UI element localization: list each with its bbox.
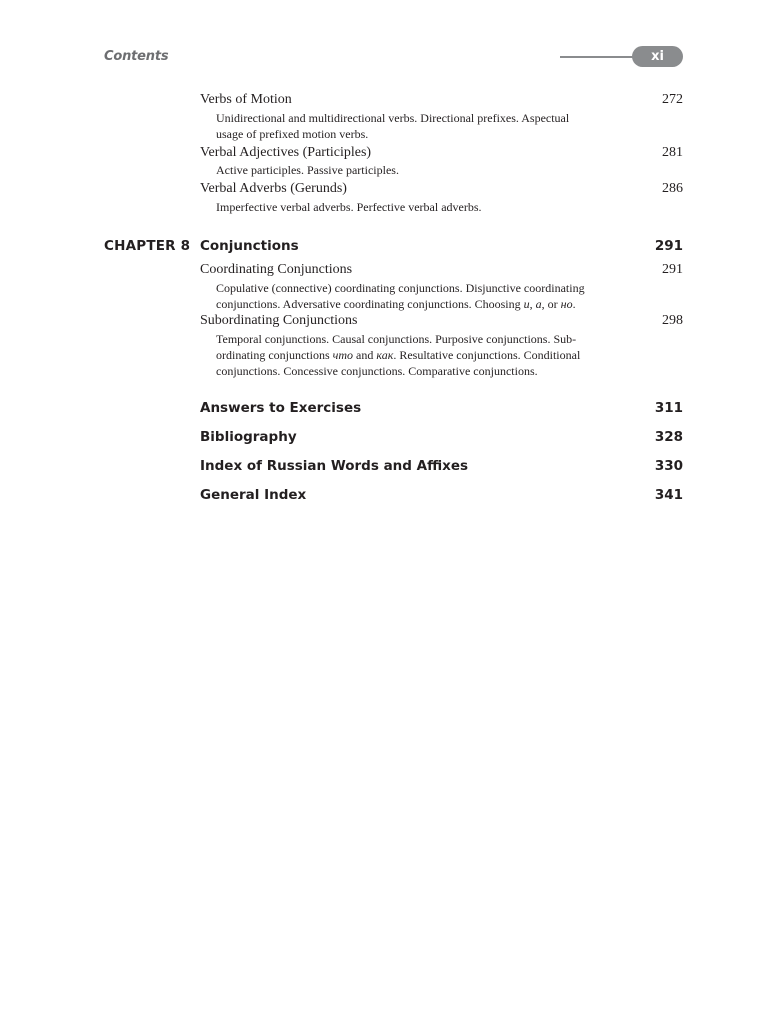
desc-text: conjunctions. Adversative coordinating conjunctions. Choosing xyxy=(216,297,524,311)
toc-page-answers-to-exercises: 311 xyxy=(654,400,683,416)
toc-page-verbal-adjectives: 281 xyxy=(662,145,683,160)
desc-text: . xyxy=(572,297,576,311)
desc-line: usage of prefixed motion verbs. xyxy=(216,127,369,141)
desc-text: . Resultative conjunctions. Conditional xyxy=(393,348,581,362)
desc-line: Temporal conjunctions. Causal conjunctions. Purposive conjunctions. Sub- xyxy=(216,332,577,346)
toc-entry-coordinating-conjunctions[interactable]: Coordinating Conjunctions xyxy=(200,262,353,277)
russian-word: и xyxy=(523,297,530,311)
toc-entry-verbal-adjectives[interactable]: Verbal Adjectives (Participles) xyxy=(200,145,372,160)
running-header-title: Contents xyxy=(104,49,169,64)
toc-entry-general-index[interactable]: General Index xyxy=(200,487,307,503)
toc-entry-subordinating-conjunctions[interactable]: Subordinating Conjunctions xyxy=(200,313,358,328)
desc-line: Active participles. Passive participles. xyxy=(216,163,399,177)
russian-word: но xyxy=(560,297,573,311)
toc-entry-bibliography[interactable]: Bibliography xyxy=(200,429,297,445)
desc-line xyxy=(216,296,628,312)
desc-text: ordinating conjunctions xyxy=(216,348,333,362)
toc-page-bibliography: 328 xyxy=(654,429,683,445)
chapter-label: CHAPTER 8 xyxy=(104,238,191,254)
header-page-number: xi xyxy=(632,46,683,67)
toc-desc-verbal-adjectives xyxy=(216,162,628,178)
toc-page-subordinating-conjunctions: 298 xyxy=(662,313,683,328)
toc-page-verbs-of-motion: 272 xyxy=(662,92,683,107)
toc-desc-verbal-adverbs xyxy=(216,199,628,215)
desc-line: conjunctions. Concessive conjunctions. Comparative conjunctions. xyxy=(216,364,538,378)
desc-text: and xyxy=(353,348,377,362)
toc-entry-verbal-adverbs[interactable]: Verbal Adverbs (Gerunds) xyxy=(200,181,347,196)
desc-line xyxy=(216,347,628,363)
desc-text: , xyxy=(529,297,536,311)
russian-word: а xyxy=(535,297,542,311)
toc-entry-answers-to-exercises[interactable]: Answers to Exercises xyxy=(200,400,362,416)
chapter-page: 291 xyxy=(654,238,683,254)
toc-entry-index-of-russian-words[interactable]: Index of Russian Words and Affixes xyxy=(200,458,469,474)
desc-line: Copulative (connective) coordinating conjunctions. Disjunctive coordinating xyxy=(216,281,585,295)
desc-line: Imperfective verbal adverbs. Perfective verbal adverbs. xyxy=(216,200,482,214)
toc-entry-verbs-of-motion[interactable]: Verbs of Motion xyxy=(200,92,292,107)
toc-page-general-index: 341 xyxy=(654,487,683,503)
toc-desc-coordinating-conjunctions xyxy=(216,280,628,312)
header-rule xyxy=(560,56,640,58)
desc-text: , or xyxy=(541,297,561,311)
toc-page-index-of-russian-words: 330 xyxy=(654,458,683,474)
toc-page-coordinating-conjunctions: 291 xyxy=(662,262,683,277)
toc-page-verbal-adverbs: 286 xyxy=(662,181,683,196)
chapter-title[interactable]: Conjunctions xyxy=(200,238,299,254)
toc-desc-verbs-of-motion xyxy=(216,110,628,142)
russian-word: как xyxy=(376,348,394,362)
desc-line: Unidirectional and multidirectional verbs. Directional prefixes. Aspectual xyxy=(216,111,570,125)
russian-word: что xyxy=(332,348,354,362)
toc-desc-subordinating-conjunctions xyxy=(216,331,628,379)
